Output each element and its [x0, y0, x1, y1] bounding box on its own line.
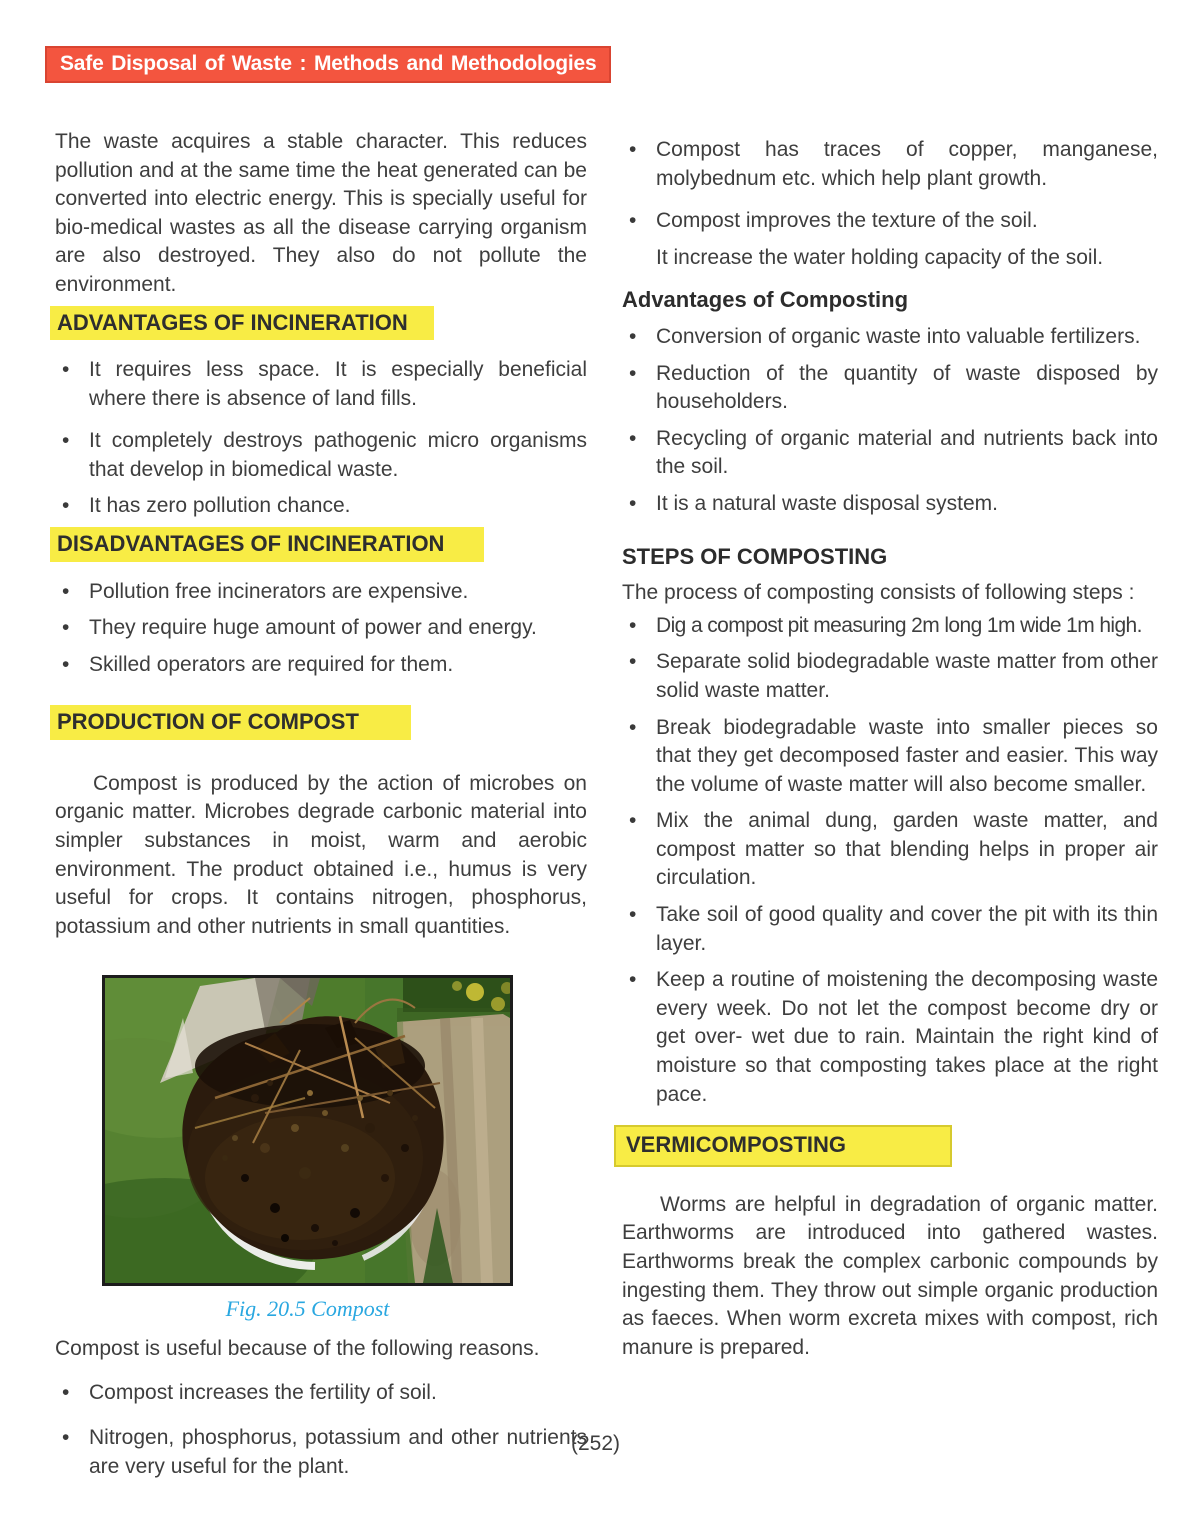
list-item: • Separate solid biodegradable waste matter from other solid waste matter.	[622, 648, 1158, 705]
bullet-dot	[622, 360, 656, 417]
vermicomposting-paragraph: Worms are helpful in degradation of organic matter. Earthworms are introduced into gathered wastes. Earthworms break the complex carbonic compounds by ingesting them. They throw out simple organic production as faeces. When worm excreta mixes with compost, rich manure is prepared.	[622, 1192, 1158, 1359]
compost-photo-frame	[102, 975, 513, 1286]
list-item: • Keep a routine of moistening the decomposing waste every week. Do not let the compost become dry or get over- wet due to rain. Maintain the right kind of moisture so that composting takes place at the right pace.	[622, 966, 1158, 1109]
bullet-dot	[55, 1379, 89, 1408]
heading-advantages-of-composting: Advantages of Composting	[622, 287, 909, 313]
list-item: • Nitrogen, phosphorus, potassium and other nutrients are very useful for the plant.	[55, 1424, 587, 1481]
reasons-intro: Compost is useful because of the following reasons.	[55, 1336, 540, 1360]
list-item: • Compost improves the texture of the soil.	[622, 207, 1158, 236]
bullet-dot	[55, 427, 89, 484]
bullet-dot	[55, 492, 89, 521]
bullet-dot	[622, 207, 656, 236]
figure-caption: Fig. 20.5 Compost	[225, 1296, 390, 1322]
bullet-dot	[622, 612, 656, 641]
heading-vermicomposting: VERMICOMPOSTING	[614, 1125, 952, 1167]
bullet-dot	[55, 578, 89, 607]
bullet-dot	[622, 714, 656, 800]
bullet-dot	[55, 614, 89, 643]
bullet-dot	[622, 425, 656, 482]
list-item: • Break biodegradable waste into smaller pieces so that they get decomposed faster and easier. This way the volume of waste matter will also become smaller.	[622, 714, 1158, 800]
list-item: • Dig a compost pit measuring 2m long 1m wide 1m high.	[622, 612, 1158, 641]
bullet-dot	[622, 807, 656, 893]
bullet-dot	[622, 490, 656, 519]
chapter-title-banner: Safe Disposal of Waste : Methods and Methodologies	[45, 46, 611, 83]
left-column	[55, 128, 587, 1481]
bullet-dot	[622, 966, 656, 1109]
page-number: (252)	[570, 1432, 621, 1455]
list-item: • Reduction of the quantity of waste disposed by householders.	[622, 360, 1158, 417]
list-item: • Take soil of good quality and cover the pit with its thin layer.	[622, 901, 1158, 958]
right-column	[622, 128, 1158, 1362]
heading-production-of-compost: PRODUCTION OF COMPOST	[50, 705, 411, 740]
intro-paragraph: The waste acquires a stable character. This reduces pollution and at the same time the heat generated can be converted into electric energy. This is specially useful for bio-medical wastes as all the disease carrying organism are also destroyed. They also do not pollute the environment.	[55, 130, 587, 296]
list-item: • Skilled operators are required for them.	[55, 651, 587, 680]
compost-paragraph: Compost is produced by the action of microbes on organic matter. Microbes degrade carbonic material into simpler substances in moist, warm and aerobic environment. The product obtained i.e., humus is very useful for crops. It contains nitrogen, phosphorus, potassium and other nutrients in small quantities.	[55, 771, 587, 938]
list-item: • It completely destroys pathogenic micro organisms that develop in biomedical waste.	[55, 427, 587, 484]
list-item: • They require huge amount of power and energy.	[55, 614, 587, 643]
heading-steps-of-composting: STEPS OF COMPOSTING	[622, 543, 888, 569]
list-item: • It requires less space. It is especially beneficial where there is absence of land fills.	[55, 356, 587, 413]
heading-advantages-incineration: ADVANTAGES OF INCINERATION	[50, 306, 434, 341]
steps-intro: The process of composting consists of following steps :	[622, 581, 1135, 605]
list-item: • Compost has traces of copper, manganese, molybednum etc. which help plant growth.	[622, 136, 1158, 193]
bullet-dot	[622, 648, 656, 705]
heading-disadvantages-incineration: DISADVANTAGES OF INCINERATION	[50, 527, 484, 562]
list-item: • Conversion of organic waste into valuable fertilizers.	[622, 323, 1158, 352]
bullet-dot	[55, 651, 89, 680]
list-item: • Compost increases the fertility of soil.	[55, 1379, 587, 1408]
list-item: • It is a natural waste disposal system.	[622, 490, 1158, 519]
compost-photo	[105, 978, 510, 1283]
list-item: • Mix the animal dung, garden waste matter, and compost matter so that blending helps in proper air circulation.	[622, 807, 1158, 893]
note-line: It increase the water holding capacity of the soil.	[656, 245, 1104, 269]
bullet-dot	[622, 323, 656, 352]
list-item: • Recycling of organic material and nutrients back into the soil.	[622, 425, 1158, 482]
list-item: • Pollution free incinerators are expensive.	[55, 578, 587, 607]
bullet-dot	[622, 901, 656, 958]
list-item: • It has zero pollution chance.	[55, 492, 587, 521]
bullet-dot	[55, 356, 89, 413]
bullet-dot	[622, 136, 656, 193]
